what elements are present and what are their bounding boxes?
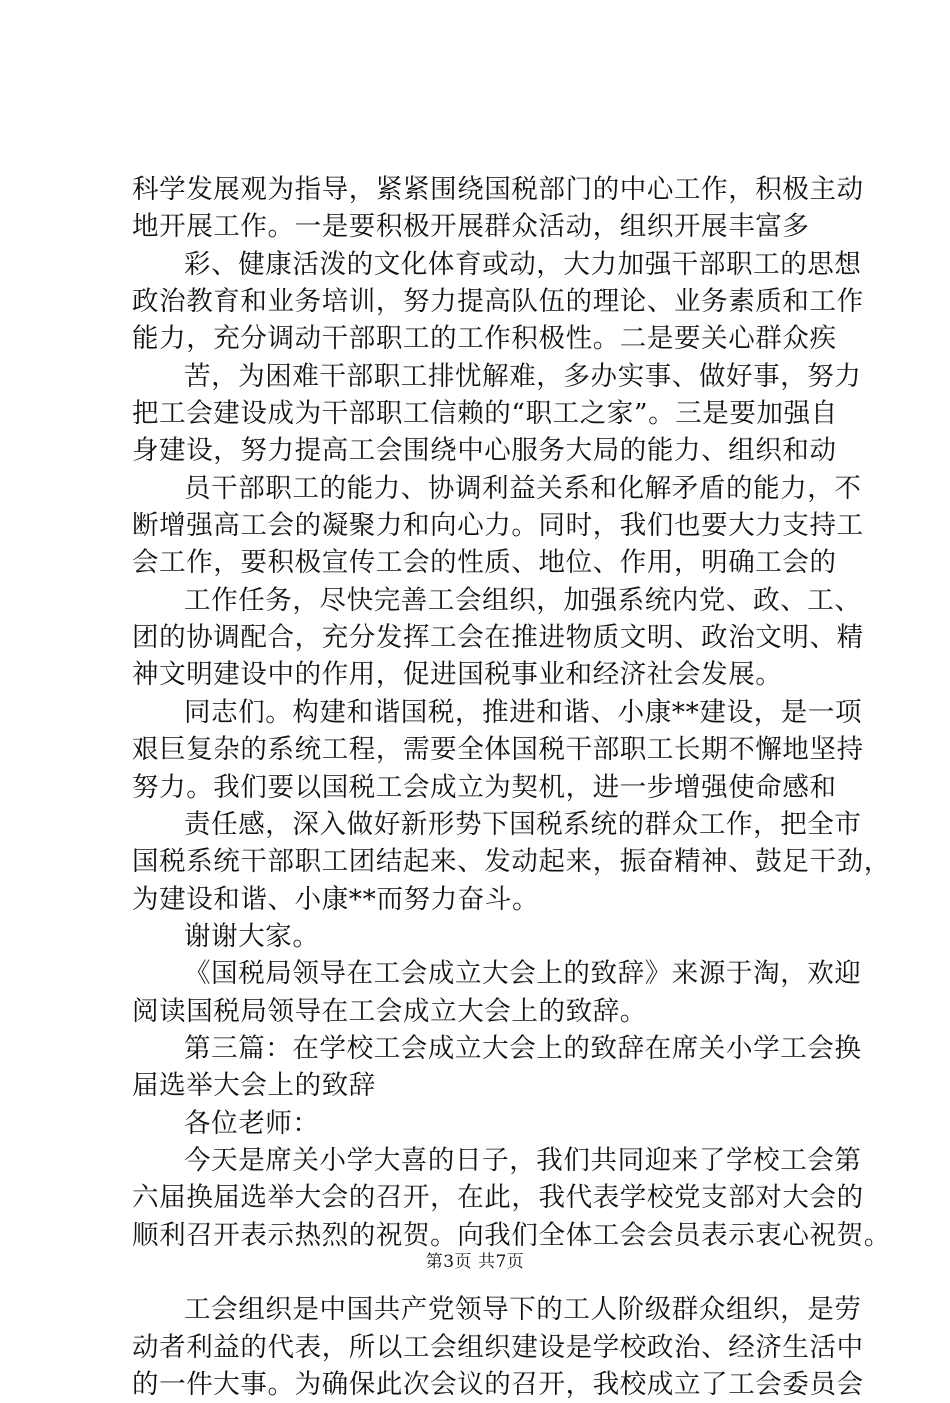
text-line: 神文明建设中的作用，促进国税事业和经济社会发展。 xyxy=(132,659,783,691)
text-line: 员干部职工的能力、协调利益关系和化解矛盾的能力，不 xyxy=(184,472,862,504)
text-line: 各位老师： xyxy=(184,1107,320,1139)
text-line: 六届换届选举大会的召开，在此，我代表学校党支部对大会的 xyxy=(132,1182,864,1214)
text-line: 动者利益的代表，所以工会组织建设是学校政治、经济生活中 xyxy=(132,1331,864,1363)
text-line: 工作任务，尽快完善工会组织，加强系统内党、政、工、 xyxy=(184,584,862,616)
text-line: 政治教育和业务培训，努力提高队伍的理论、业务素质和工作 xyxy=(132,286,864,318)
text-line: 同志们。构建和谐国税，推进和谐、小康**建设，是一项 xyxy=(184,696,863,728)
text-line: 届选举大会上的致辞 xyxy=(132,1070,376,1102)
body-text xyxy=(132,171,891,1403)
text-line: 为建设和谐、小康**而努力奋斗。 xyxy=(132,883,540,915)
text-line: 彩、健康活泼的文化体育或动，大力加强干部职工的思想 xyxy=(184,248,862,280)
text-line: 国税系统干部职工团结起来、发动起来，振奋精神、鼓足干劲， xyxy=(132,846,891,878)
text-line: 工会组织是中国共产党领导下的工人阶级群众组织，是劳 xyxy=(184,1294,862,1326)
text-line: 第三篇：在学校工会成立大会上的致辞在席关小学工会换 xyxy=(184,1032,862,1064)
text-line: 今天是席关小学大喜的日子，我们共同迎来了学校工会第 xyxy=(184,1144,862,1176)
text-line: 谢谢大家。 xyxy=(184,920,320,952)
text-line: 的一件大事。为确保此次会议的召开，我校成立了工会委员会 xyxy=(132,1369,864,1400)
text-line: 阅读国税局领导在工会成立大会上的致辞。 xyxy=(132,995,647,1027)
page-footer: 第3页 共7页 xyxy=(425,1252,525,1272)
text-line: 会工作，要积极宣传工会的性质、地位、作用，明确工会的 xyxy=(132,547,837,579)
text-line: 顺利召开表示热烈的祝贺。向我们全体工会会员表示衷心祝贺。 xyxy=(132,1219,891,1251)
text-line: 能力，充分调动干部职工的工作积极性。二是要关心群众疾 xyxy=(132,323,837,355)
text-line: 责任感，深入做好新形势下国税系统的群众工作，把全市 xyxy=(184,808,862,840)
text-line: 团的协调配合，充分发挥工会在推进物质文明、政治文明、精 xyxy=(132,622,864,654)
text-line: 断增强高工会的凝聚力和向心力。同时，我们也要大力支持工 xyxy=(132,510,864,542)
text-line: 努力。我们要以国税工会成立为契机，进一步增强使命感和 xyxy=(132,771,837,803)
text-line: 科学发展观为指导，紧紧围绕国税部门的中心工作，积极主动 xyxy=(132,174,864,205)
text-line: 地开展工作。一是要积极开展群众活动，组织开展丰富多 xyxy=(132,211,810,243)
text-line: 苦，为困难干部职工排忧解难，多办实事、做好事，努力 xyxy=(184,360,862,392)
text-line: 把工会建设成为干部职工信赖的“职工之家”。三是要加强自 xyxy=(132,398,838,430)
text-line: 身建设，努力提高工会围绕中心服务大局的能力、组织和动 xyxy=(132,435,837,467)
text-line: 艰巨复杂的系统工程，需要全体国税干部职工长期不懈地坚持 xyxy=(132,734,864,766)
text-line: 《国税局领导在工会成立大会上的致辞》来源于淘，欢迎 xyxy=(184,958,862,990)
